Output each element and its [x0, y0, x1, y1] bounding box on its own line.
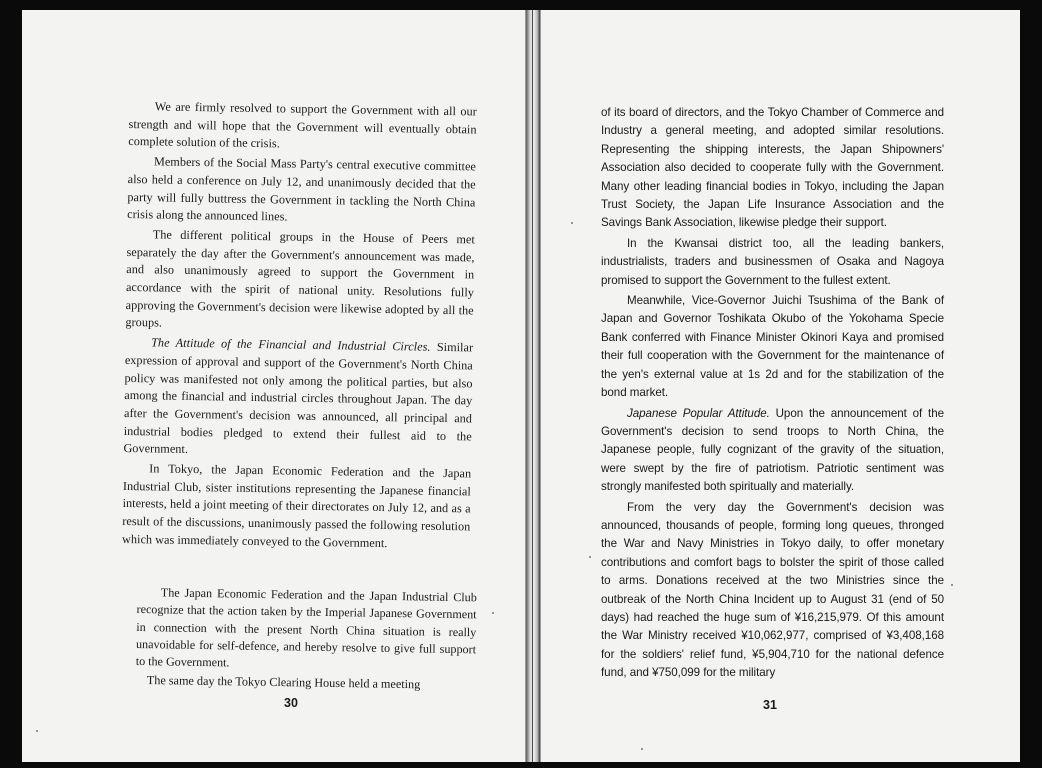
- page-number-right: 31: [763, 698, 777, 712]
- right-section-heading: Japanese Popular Attitude.: [627, 406, 770, 420]
- left-page: [22, 10, 526, 762]
- book-spine: [526, 10, 540, 762]
- scan-speck: [589, 556, 591, 558]
- left-section-text: Similar expression of approval and support of the Government's North China policy was manifested not only among the political parties, but also among the financial and industrial circles throughout Japan. The day after the Government's decision was announced, all principal and industrial bodies pledged to extend their fullest aid to the Government.: [123, 340, 474, 457]
- right-section-paragraph: [601, 405, 944, 497]
- left-body-text: [122, 98, 477, 556]
- scan-speck: [641, 748, 643, 750]
- scan-speck: [36, 730, 38, 732]
- left-tail-text: [147, 672, 477, 697]
- resolution-quote: [136, 584, 477, 678]
- left-section-heading: The Attitude of the Financial and Industrial Circles.: [151, 335, 431, 354]
- left-section-paragraph: [123, 334, 473, 463]
- right-body-text: [601, 104, 944, 685]
- right-paragraph-after: From the very day the Government's decision was announced, thousands of people, forming long queues, thronged the War and Navy Ministries in Tokyo daily, to offer monetary contributions and comfort bags to bolster the spirit of those called to arms. Donations received at the two Ministries since the outbreak of the North China Incident up to August 31 (end of 50 days) had reached the huge sum of ¥16,215,979. Of this amount the War Ministry received ¥10,062,977, comprised of ¥3,408,168 for the soldiers' relief fund, ¥5,904,710 for the national defence fund, and ¥750,099 for the military: [601, 500, 944, 680]
- left-paragraph-3: The different political groups in the House of Peers met separately the day after the Government's announcement was made, and also unanimously agreed to support the Government in accordance with the spirit of national unity. Resolutions fully approving the Government's decision were likewise adopted by all the groups.: [125, 227, 475, 330]
- left-paragraph-after: In Tokyo, the Japan Economic Federation and the Japan Industrial Club, sister institutions representing the Japanese financial interests, held a joint meeting of their directorates on July 12, and as a result of the discussions, unanimously passed the following resolution which was immediately conveyed to the Government.: [121, 461, 472, 550]
- spine-line: [532, 10, 533, 762]
- scan-speck: [951, 584, 953, 586]
- right-page: [540, 10, 1020, 762]
- left-tail-line: The same day the Tokyo Clearing House held a meeting: [146, 672, 421, 692]
- page-number-left: 30: [284, 696, 298, 710]
- resolution-quote-text: The Japan Economic Federation and the Japan Industrial Club recognize that the action taken by the Imperial Japanese Government in connection with the present North China situation is really unavoidable for self-defence, and hereby resolve to give full support to the Government.: [135, 585, 477, 670]
- right-paragraph-1: of its board of directors, and the Tokyo Chamber of Commerce and Industry a general meeting, and adopted similar resolutions. Representing the shipping interests, the Japan Shipowners' Association also decided to cooperate fully with the Government. Many other leading financial bodies in Tokyo, including the Japan Trust Society, the Japan Life Insurance Association and the Savings Bank Association, likewise pledge their support.: [601, 106, 944, 230]
- scan-speck: [571, 222, 573, 224]
- left-paragraph-1: We are firmly resolved to support the Government with all our strength and will hope that the Government will eventually obtain complete solution of the crisis.: [128, 99, 477, 151]
- scan-speck: [492, 612, 494, 614]
- right-paragraph-2: In the Kwansai district too, all the leading bankers, industrialists, traders and businessmen of Osaka and Nagoya promised to support the Government to the fullest extent.: [601, 236, 944, 287]
- right-paragraph-3: Meanwhile, Vice-Governor Juichi Tsushima of the Bank of Japan and Governor Toshikata Okubo of the Yokohama Specie Bank conferred with Finance Minister Okinori Kaya and promised their full cooperation with the Government for the maintenance of the yen's external value at 1s 2d and for the stabilization of the bond market.: [601, 294, 944, 400]
- right-section-text: Upon the announcement of the Government's decision to send troops to North China, the Japanese people, fully cognizant of the gravity of the situation, were swept by the fire of patriotism. Patriotic sentiment was strongly manifested both spiritually and materially.: [601, 406, 945, 494]
- left-paragraph-2: Members of the Social Mass Party's central executive committee also held a conference on July 12, and unanimously decided that the party will fully buttress the Government in tackling the North China crisis along the announced lines.: [127, 154, 477, 224]
